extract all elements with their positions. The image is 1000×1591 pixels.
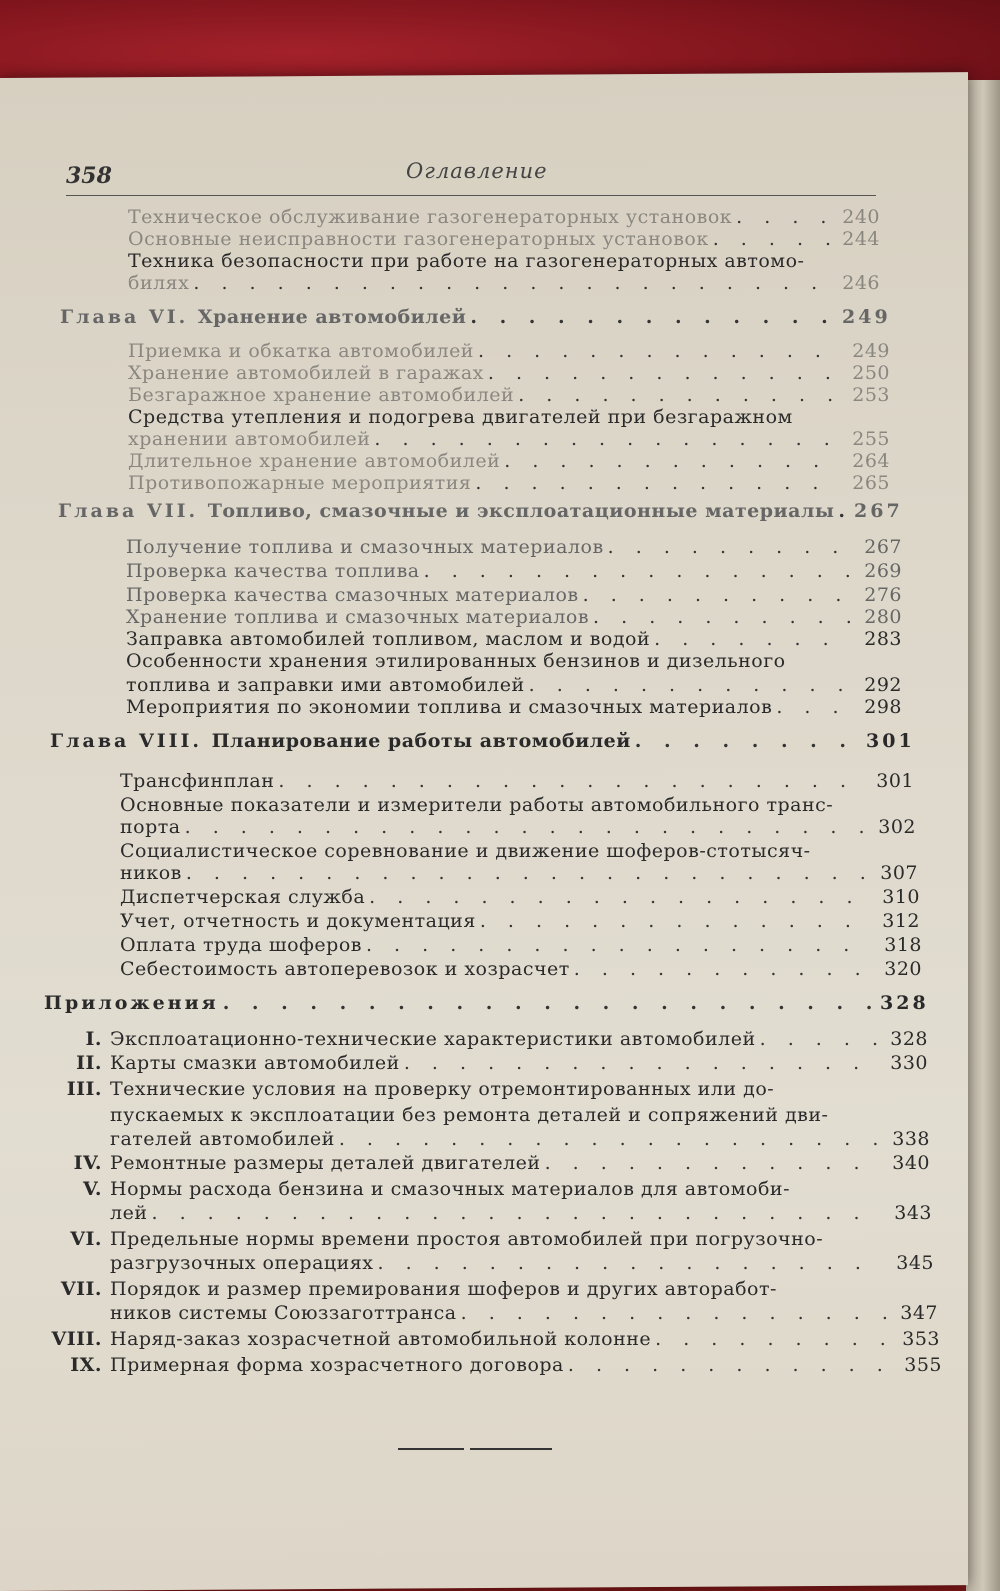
end-rule-left: [398, 1448, 464, 1450]
toc-entry: Приемка и обкатка автомобилей . . . 249: [128, 340, 890, 362]
toc-entry: билях . . . 246: [128, 272, 880, 294]
toc-entry: Трансфинплан . . . 301: [120, 770, 914, 792]
end-rule-right: [470, 1448, 552, 1450]
page-header: [66, 155, 876, 196]
toc-entry: Оплата труда шоферов . . . 318: [120, 934, 922, 956]
toc-entry-line: Средства утепления и подогрева двигателей при безгаражном: [128, 406, 793, 428]
chapter-heading: Глава VI. Хранение автомобилей . . . 249: [60, 306, 888, 328]
toc-entry: Противопожарные мероприятия . . . 265: [128, 472, 890, 494]
toc-entry: Техническое обслуживание газогенераторных установок . . . 240: [128, 206, 880, 228]
toc-entry-line: Основные показатели и измерители работы автомобильного транс-: [120, 794, 834, 816]
appendix-heading: Приложения . . . 328: [44, 992, 926, 1014]
toc-entry-line: V. Нормы расхода бензина и смазочных материалов для автомоби-: [82, 1178, 790, 1200]
toc-entry: Безгаражное хранение автомобилей . . . 253: [128, 384, 890, 406]
toc-entry: порта . . . 302: [120, 816, 916, 838]
toc-entry: IV. Ремонтные размеры деталей двигателей . . . 340: [42, 1152, 930, 1174]
toc-entry-line: VI. Предельные нормы времени простоя автомобилей при погрузочно-: [70, 1228, 824, 1250]
toc-entry: Получение топлива и смазочных материалов . . . 267: [126, 536, 902, 558]
toc-entry: ников . . . 307: [120, 862, 918, 884]
chapter-heading: Глава VIII. Планирование работы автомобилей . . . 301: [50, 730, 912, 752]
toc-entry: Себестоимость автоперевозок и хозрасчет . . . 320: [120, 958, 922, 980]
toc-entry: Диспетчерская служба . . . 310: [120, 886, 920, 908]
toc-entry: Хранение топлива и смазочных материалов . . . 280: [126, 606, 902, 628]
toc-entry: хранении автомобилей . . . 255: [128, 428, 890, 450]
toc-entry: топлива и заправки ими автомобилей . . . 292: [126, 674, 902, 696]
toc-entry: гателей автомобилей . . . 338: [110, 1128, 930, 1150]
toc-entry: Проверка качества топлива . . . 269: [126, 560, 902, 582]
toc-entry-line: VII. Порядок и размер премирования шоферов и других авторабот-: [60, 1278, 777, 1300]
toc-entry-line: Социалистическое соревнование и движение шоферов-стотысяч-: [120, 840, 811, 862]
toc-entry: Хранение автомобилей в гаражах . . . 250: [128, 362, 890, 384]
toc-entry: Проверка качества смазочных материалов . . . 276: [126, 584, 902, 606]
toc-entry: VIII. Наряд-заказ хозрасчетной автомобильной колонне . . . 353: [42, 1328, 940, 1350]
toc-entry: Заправка автомобилей топливом, маслом и водой . . . 283: [126, 628, 902, 650]
toc-entry: Мероприятия по экономии топлива и смазочных материалов . . . 298: [126, 696, 902, 718]
chapter-heading: Глава VII. Топливо, смазочные и эксплоатационные материалы . . . 267: [58, 500, 900, 522]
toc-entry: разгрузочных операциях . . . 345: [110, 1252, 934, 1274]
toc-entry-line: Техника безопасности при работе на газогенераторных автомо-: [128, 250, 805, 272]
toc-entry: ников системы Союззаготтранса . . . 347: [110, 1302, 938, 1324]
toc-entry-line: пускаемых к эксплоатации без ремонта деталей и сопряжений дви-: [110, 1104, 829, 1126]
page-number: 358: [66, 163, 112, 189]
toc-entry: IX. Примерная форма хозрасчетного договора . . . 355: [42, 1354, 942, 1376]
toc-entry: Основные неисправности газогенераторных установок . . . 244: [128, 228, 880, 250]
toc-entry-line: III. Технические условия на проверку отремонтированных или до-: [66, 1078, 775, 1100]
running-title: Оглавление: [406, 159, 548, 183]
toc-entry-line: Особенности хранения этилированных бензинов и дизельного: [126, 650, 786, 672]
toc-entry: Учет, отчетность и документация . . . 312: [120, 910, 920, 932]
toc-entry: лей . . . 343: [110, 1202, 932, 1224]
page-edge: [966, 80, 1000, 1591]
toc-entry: II. Карты смазки автомобилей . . . 330: [42, 1052, 928, 1074]
toc-entry: Длительное хранение автомобилей . . . 264: [128, 450, 890, 472]
toc-entry: I. Эксплоатационно-технические характеристики автомобилей . . . 328: [42, 1028, 928, 1050]
